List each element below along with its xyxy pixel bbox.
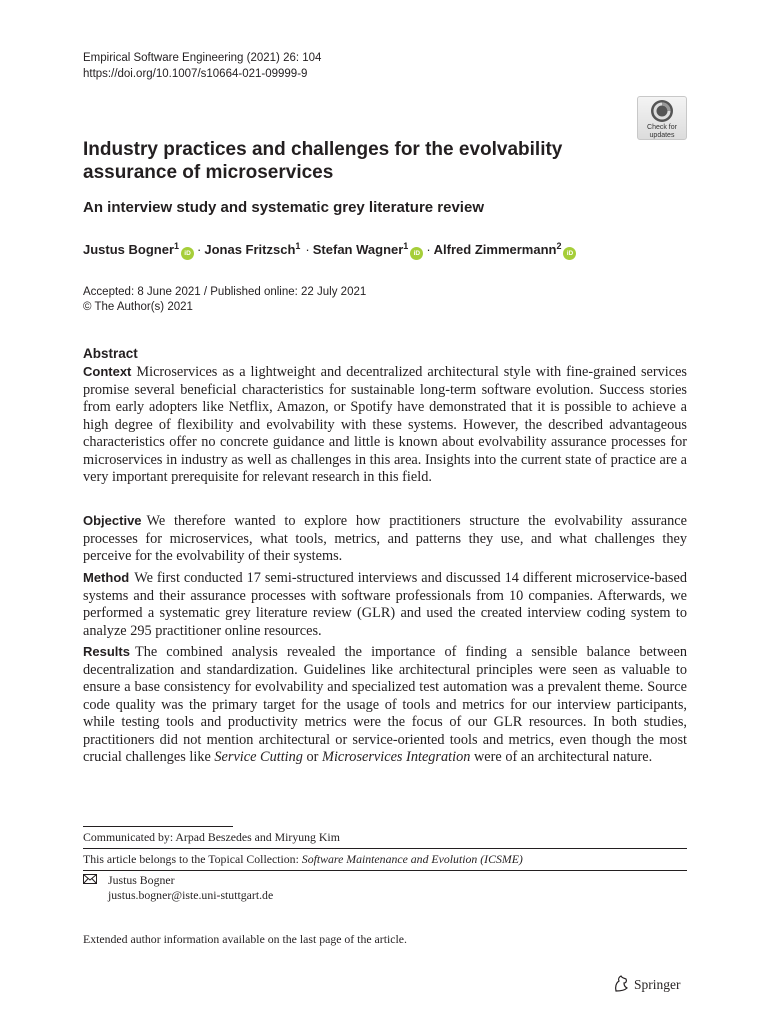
abstract-heading: Abstract (83, 346, 138, 361)
article-title: Industry practices and challenges for the evolvability assurance of microservices (83, 139, 563, 183)
author-separator: · (197, 242, 202, 257)
method-text: We first conducted 17 semi-structured interviews and discussed 14 different microservice-based systems and their assurance processes with software professionals from 10 companies. Afterwards, we performed a systematic grey literature review (GLR) and used the created interview coding system to analyze 295 practitioner online resources. (83, 570, 687, 639)
author-name[interactable]: Alfred Zimmermann (433, 242, 557, 257)
journal-header (83, 51, 321, 82)
abstract-objective (83, 512, 687, 566)
results-text: or (306, 749, 319, 765)
badge-line-2: updates (649, 131, 675, 139)
contact-email[interactable]: justus.bogner@iste.uni-stuttgart.de (108, 888, 274, 902)
article-subtitle: An interview study and systematic grey literature review (83, 199, 484, 216)
author-name[interactable]: Jonas Fritzsch (204, 242, 296, 257)
orcid-icon[interactable]: iD (410, 247, 423, 260)
results-emphasis: Service Cutting (214, 749, 303, 765)
check-for-updates-badge[interactable] (637, 96, 687, 140)
author-affiliation: 1 (295, 241, 301, 251)
contact-name: Justus Bogner (108, 873, 175, 887)
footnote-divider (83, 826, 233, 827)
orcid-icon[interactable]: iD (181, 247, 194, 260)
collection-name: Software Maintenance and Evolution (ICSME) (301, 852, 523, 866)
crossmark-icon (650, 99, 674, 123)
accepted-date: Accepted: 8 June 2021 (83, 286, 201, 298)
author-name[interactable]: Stefan Wagner (312, 242, 404, 257)
copyright: © The Author(s) 2021 (83, 301, 193, 313)
objective-text: We therefore wanted to explore how practitioners structure the evolvability assurance processes for microservices, what tools, metrics, and patterns they use, and what challenges they perceive for the evolvability of their systems. (83, 513, 687, 564)
collection-prefix: This article belongs to the Topical Collection: (83, 852, 299, 866)
context-label: Context (83, 364, 132, 379)
footnote-divider (83, 870, 687, 871)
results-label: Results (83, 644, 130, 659)
springer-horse-icon (612, 975, 630, 993)
context-text: Microservices as a lightweight and decentralized architectural style with fine-grained services promise several beneficial characteristics for sustainable long-term software evolution. Success stories from early adopters like Netflix, Amazon, or Spotify have demonstrated that it is possible to achieve a high degree of flexibility and evolvability with these systems. However, the described advantageous characteristics offer no concrete guidance and little is known about evolvability assurance processes for microservices in industry as well as challenges in this area. Insights into the current state of practice are a very important prerequisite for relevant research in this field. (83, 364, 687, 485)
orcid-icon[interactable]: iD (563, 247, 576, 260)
objective-label: Objective (83, 513, 142, 528)
extended-author-info: Extended author information available on the last page of the article. (83, 932, 407, 946)
envelope-icon (83, 874, 97, 884)
author-affiliation: 1 (403, 241, 409, 251)
publisher-logo (612, 975, 681, 993)
publisher-name: Springer (634, 977, 681, 992)
author-separator: · (305, 242, 310, 257)
published-date: / Published online: 22 July 2021 (203, 286, 367, 298)
author-list (83, 241, 576, 260)
topical-collection (83, 852, 523, 867)
journal-citation: Empirical Software Engineering (2021) 26: 104 (83, 52, 322, 64)
publication-dates (83, 285, 366, 315)
method-label: Method (83, 570, 130, 585)
communicated-by: Communicated by: Arpad Beszedes and Miryung Kim (83, 830, 340, 844)
doi-link[interactable]: https://doi.org/10.1007/s10664-021-09999-9 (83, 67, 308, 80)
author-separator: · (426, 242, 431, 257)
abstract-context (83, 363, 687, 487)
author-name[interactable]: Justus Bogner (83, 242, 175, 257)
author-affiliation: 2 (556, 241, 562, 251)
abstract-results (83, 643, 687, 767)
results-text: were of an architectural nature. (473, 749, 653, 765)
results-emphasis: Microservices Integration (322, 749, 471, 765)
badge-line-1: Check for (647, 124, 677, 131)
corresponding-author (83, 873, 273, 903)
footnote-divider (83, 848, 687, 849)
author-affiliation: 1 (174, 241, 180, 251)
abstract-method (83, 569, 687, 640)
results-text: The combined analysis revealed the importance of finding a sensible balance between decentralization and standardization. Guidelines like architectural principles were seen as valuable to ensure a base consistency for evolvability and specialized test automation was a prevalent theme. Source code quality was the primary target for the usage of tools and metrics for our interview participants, while testing tools and productivity metrics were the focus of our GLR resources. In both studies, practitioners did not mention architectural or service-oriented tools and metrics, even though the most crucial challenges like (83, 644, 687, 765)
